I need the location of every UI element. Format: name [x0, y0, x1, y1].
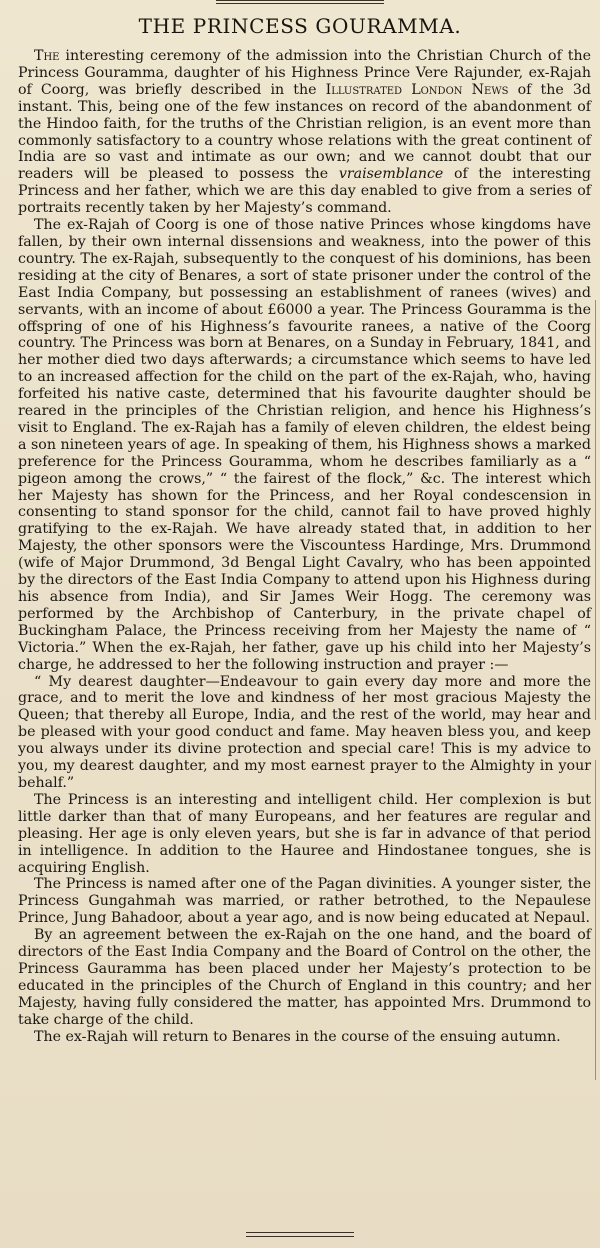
italic-term: vraisemblance: [338, 166, 444, 183]
article-body: [18, 48, 591, 1045]
paragraph-return: The ex-Rajah will return to Benares in the course of the ensuing autumn.: [34, 1028, 561, 1045]
paragraph-complexion: The Princess is an interesting and intelligent child. Her complexion is but little darker than that of many Europeans, and her features are regular and pleasing. Her age is only eleven years, but she is far in advance of that period in intelligence. In addition to the Hauree and Hindostanee tongues, she is acquiring English.: [18, 791, 591, 876]
paragraph-prayer: “ My dearest daughter—Endeavour to gain every day more and more the grace, and to merit the love and kindness of her most gracious Majesty the Queen; that thereby all Europe, India, and the rest of the world, may hear and be pleased with your good conduct and fame. May heaven bless you, and keep you always under its divine protection and special care! This is my advice to you, my dearest daughter, and my most earnest prayer to the Almighty in your behalf.”: [18, 673, 591, 791]
intro-text-1: interesting ceremony of the admission into the Christian Church of the Princess Gouramma, daughter of his Highness Prince Vere Rajunder, ex-Rajah of Coorg, was briefly described in the: [18, 48, 591, 98]
paragraph-ex-rajah: The ex-Rajah of Coorg is one of those native Princes whose kingdoms have fallen, by their own internal dissensions and weakness, into the power of this country. The ex-Rajah, subsequently to the conquest of his dominions, has been residing at the city of Benares, a sort of state prisoner under the control of the East India Company, but possessing an establishment of ranees (wives) and servants, with an income of about £6000 a year. The Princess Gouramma is the offspring of one of his Highness’s favourite ranees, a native of the Coorg country. The Princess was born at Benares, on a Sunday in February, 1841, and her mother died two days afterwards; a circumstance which seems to have led to an increased affection for the child on the part of the ex-Rajah, who, having forfeited his native caste, determined that his favourite daughter should be reared in the principles of the Christian religion, and hence his Highness’s visit to England. The ex-Rajah has a family of eleven children, the eldest being a son nineteen years of age. In speaking of them, his Highness shows a marked preference for the Princess Gouramma, whom he describes familiarly as a “ pigeon among the crows,” “ the fairest of the flock,” &c. The interest which her Majesty has shown for the Princess, and her Royal condescension in consenting to stand sponsor for the child, cannot fail to have proved highly gratifying to the ex-Rajah. We have already stated that, in addition to her Majesty, the other sponsors were the Viscountess Hardinge, Mrs. Drummond (wife of Major Drummond, 3d Bengal Light Cavalry, who has been appointed by the directors of the East India Company to attend upon his Highness during his absence from India), and Sir James Weir Hogg. The ceremony was performed by the Archbishop of Canterbury, in the private chapel of Buckingham Palace, the Princess receiving from her Majesty the name of “ Victoria.” When the ex-Rajah, her father, gave up his child into her Majesty’s charge, he addressed to her the following instruction and prayer :—: [18, 217, 591, 673]
intro-text-3: of the interesting Princess and her father, which we are this day enabled to give from a series of portraits recently taken by her Majesty’s command.: [18, 166, 592, 217]
top-rule: [216, 0, 384, 6]
margin-rule: [595, 760, 596, 1080]
publication-name: Illustrated London News: [325, 81, 509, 98]
intro-text-2: of the 3d instant. This, being one of the few instances on record of the abandonment of the Hindoo faith, for the truths of the Christian religion, is an event more than commonly satisfactory to a country whose relations with the great continent of India are so vast and intimate as our own; and we cannot doubt that our readers will be pleased to possess the: [18, 81, 591, 183]
headline: THE PRINCESS GOURAMMA.: [138, 14, 462, 38]
paragraph-intro: [18, 48, 591, 217]
bottom-rule: [246, 1232, 354, 1240]
paragraph-named: The Princess is named after one of the Pagan divinities. A younger sister, the Princess Gungahmah was married, or rather betrothed, to the Nepaulese Prince, Jung Bahadoor, about a year ago, and is now being educated at Nepaul.: [18, 876, 591, 927]
lead-word: The: [34, 48, 60, 64]
paragraph-agreement: By an agreement between the ex-Rajah on the one hand, and the board of directors of the East India Company and the Board of Control on the other, the Princess Gauramma has been placed under her Majesty’s protection to be educated in the principles of the Church of England in this country; and her Majesty, having fully considered the matter, has appointed Mrs. Drummond to take charge of the child.: [18, 927, 591, 1028]
margin-rule: [595, 300, 596, 720]
